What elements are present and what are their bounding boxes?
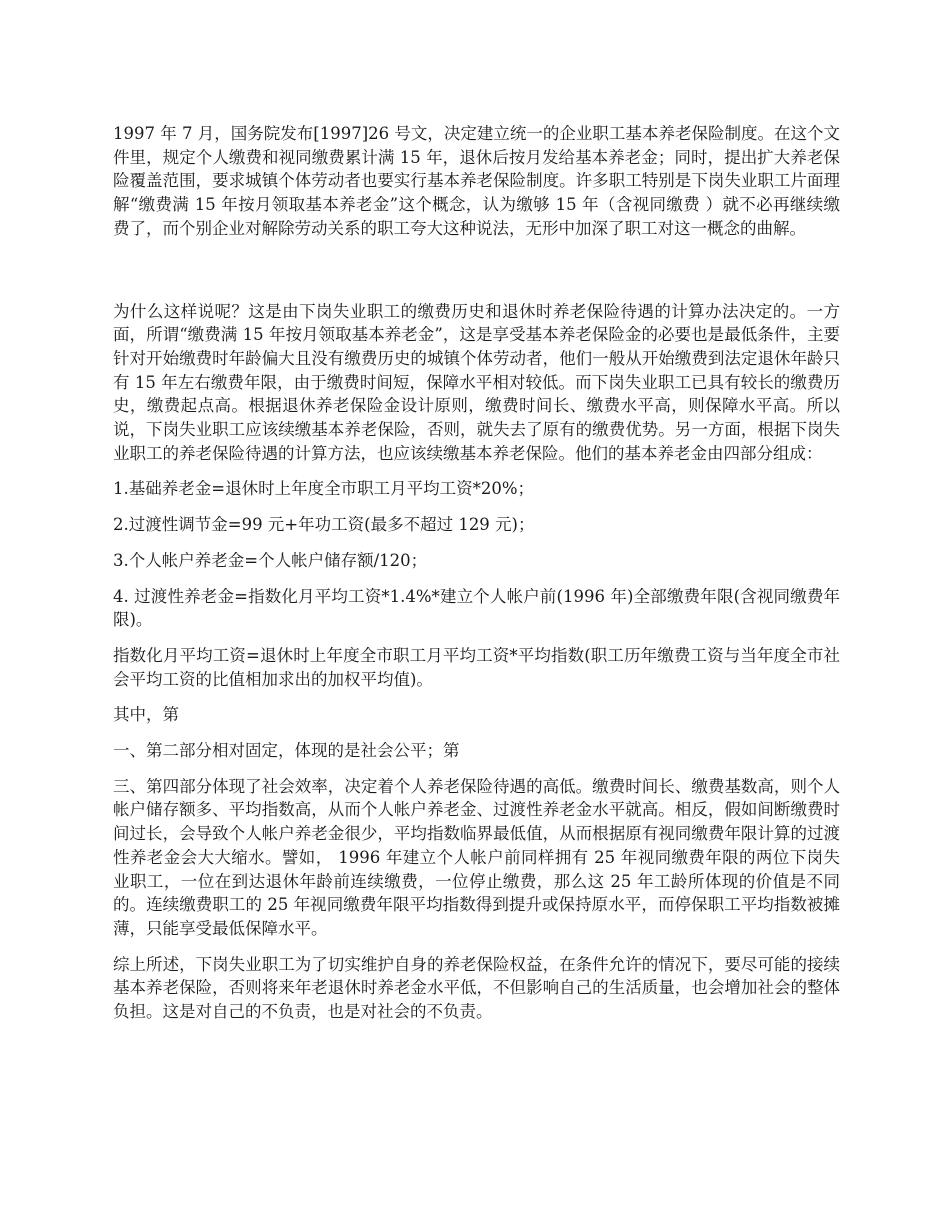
formula-item-2: 2.过渡性调节金=99 元+年功工资(最多不超过 129 元)； bbox=[113, 515, 535, 535]
paragraph-fairness: 一、第二部分相对固定，体现的是社会公平；第 bbox=[113, 741, 460, 761]
paragraph-conclusion: 综上所述，下岗失业职工为了切实维护自身的养老保险权益，在条件允许的情况下，要尽可能的接续基本养老保险，否则将来年老退休时养老金水平低，不但影响自己的生活质量，也会增加社会的整体负担。这是对自己的不负责，也是对社会的不负责。 bbox=[113, 954, 840, 1022]
document-body bbox=[113, 122, 840, 1024]
formula-item-1: 1.基础养老金=退休时上年度全市职工月平均工资*20%； bbox=[113, 479, 534, 499]
paragraph-index-definition: 指数化月平均工资=退休时上年度全市职工月平均工资*平均指数(职工历年缴费工资与当年度全市社会平均工资的比值相加求出的加权平均值)。 bbox=[113, 645, 840, 689]
paragraph-intro: 1997 年 7 月，国务院发布[1997]26 号文，决定建立统一的企业职工基本养老保险制度。在这个文件里，规定个人缴费和视同缴费累计满 15 年，退休后按月发给基本养老金；同时，提出扩大养老保险覆盖范围，要求城镇个体劳动者也要实行基本养老保险制度。许多职工特别是下岗失业职工片面理解“缴费满 15 年按月领取基本养老金”这个概念，认为缴够 15 年（含视同缴费 ）就不必再继续缴费了，而个别企业对解除劳动关系的职工夸大这种说法，无形中加深了职工对这一概念的曲解。 bbox=[113, 124, 840, 238]
formula-item-3: 3.个人帐户养老金=个人帐户储存额/120； bbox=[113, 550, 428, 570]
paragraph-among: 其中，第 bbox=[113, 705, 179, 725]
paragraph-explanation: 为什么这样说呢？这是由下岗失业职工的缴费历史和退休时养老保险待遇的计算办法决定的。一方面，所谓“缴费满 15 年按月领取基本养老金”，这是享受基本养老保险金的必要也是最低条件，主要针对开始缴费时年龄偏大且没有缴费历史的城镇个体劳动者，他们一般从开始缴费到法定退休年龄只有 15 年左右缴费年限，由于缴费时间短，保障水平相对较低。而下岗失业职工已具有较长的缴费历史，缴费起点高。根据退休养老保险金设计原则，缴费时间长、缴费水平高，则保障水平高。所以说，下岗失业职工应该续缴基本养老保险，否则，就失去了原有的缴费优势。另一方面，根据下岗失业职工的养老保险待遇的计算方法，也应该续缴基本养老保险。他们的基本养老金由四部分组成： bbox=[113, 301, 840, 463]
formula-item-4: 4. 过渡性养老金=指数化月平均工资*1.4%*建立个人帐户前(1996 年)全部缴费年限(含视同缴费年限)。 bbox=[113, 586, 840, 630]
paragraph-efficiency: 三、第四部分体现了社会效率，决定着个人养老保险待遇的高低。缴费时间长、缴费基数高，则个人帐户储存额多、平均指数高，从而个人帐户养老金、过渡性养老金水平就高。相反，假如间断缴费时间过长，会导致个人帐户养老金很少，平均指数临界最低值，从而根据原有视同缴费年限计算的过渡性养老金会大大缩水。譬如， 1996 年建立个人帐户前同样拥有 25 年视同缴费年限的两位下岗失业职工，一位在到达退休年龄前连续缴费，一位停止缴费，那么这 25 年工龄所体现的价值是不同的。连续缴费职工的 25 年视同缴费年限平均指数得到提升或保持原水平，而停保职工平均指数被摊薄，只能享受最低保障水平。 bbox=[113, 776, 840, 938]
